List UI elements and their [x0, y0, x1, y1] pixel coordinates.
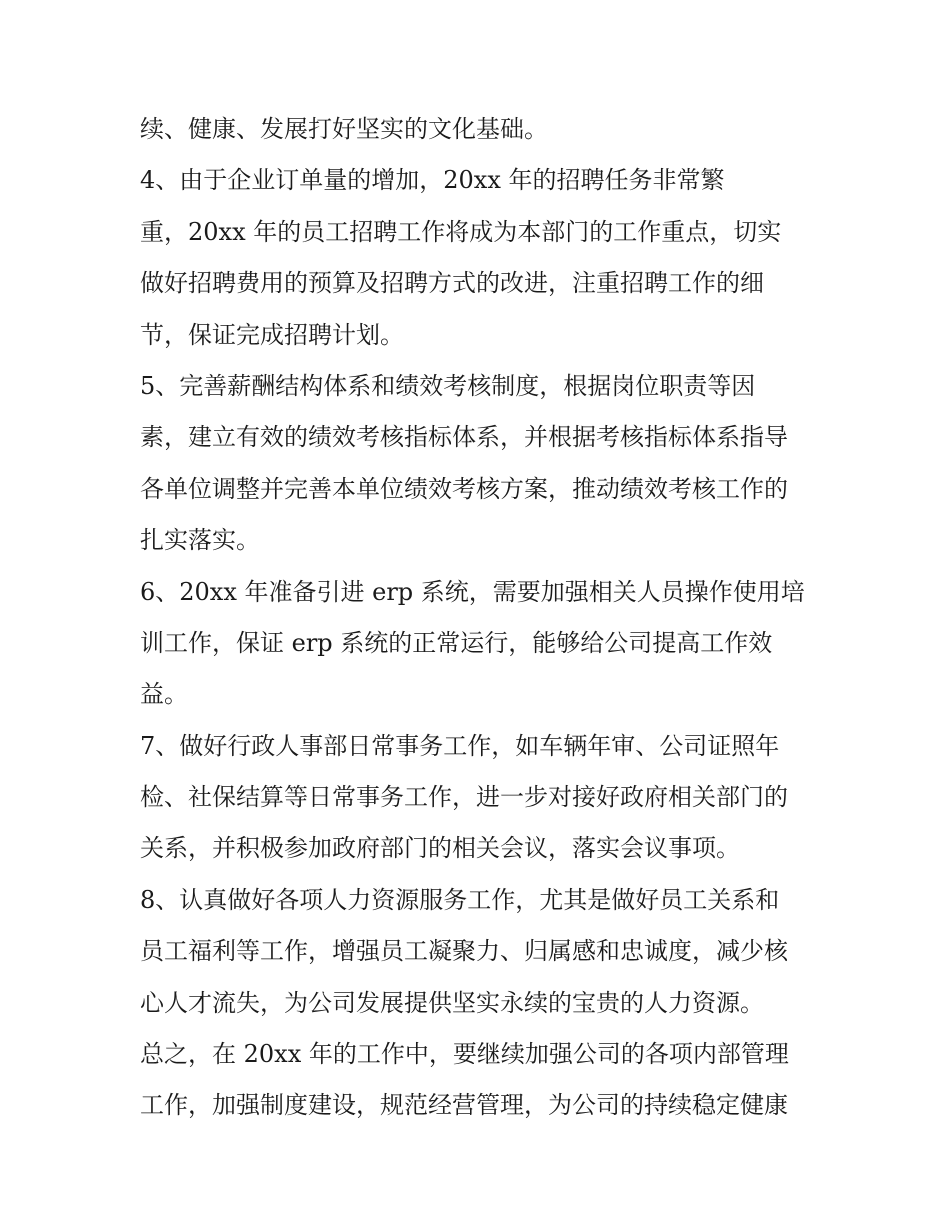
text-line: 8、认真做好各项人力资源服务工作，尤其是做好员工关系和	[140, 885, 780, 914]
text-line: 6、20xx 年准备引进 erp 系统，需要加强相关人员操作使用培	[140, 577, 805, 606]
text-line: 节，保证完成招聘计划。	[140, 320, 404, 349]
text-line: 扎实落实。	[140, 526, 260, 555]
text-line: 各单位调整并完善本单位绩效考核方案，推动绩效考核工作的	[140, 474, 788, 503]
text-line: 检、社保结算等日常事务工作，进一步对接好政府相关部门的	[140, 783, 788, 812]
text-line: 关系，并积极参加政府部门的相关会议，落实会议事项。	[140, 834, 740, 863]
text-line: 工作，加强制度建设，规范经营管理，为公司的持续稳定健康	[140, 1091, 788, 1120]
text-line: 5、完善薪酬结构体系和绩效考核制度，根据岗位职责等因	[140, 371, 756, 400]
text-line: 做好招聘费用的预算及招聘方式的改进，注重招聘工作的细	[140, 269, 764, 298]
text-line: 7、做好行政人事部日常事务工作，如车辆年审、公司证照年	[140, 731, 780, 760]
text-line: 训工作，保证 erp 系统的正常运行，能够给公司提高工作效	[140, 628, 773, 657]
text-line: 总之，在 20xx 年的工作中，要继续加强公司的各项内部管理	[140, 1040, 789, 1069]
document-body	[140, 104, 830, 1132]
text-line: 心人才流失，为公司发展提供坚实永续的宝贵的人力资源。	[140, 988, 764, 1017]
text-line: 4、由于企业订单量的增加，20xx 年的招聘任务非常繁	[140, 166, 725, 195]
text-line: 重，20xx 年的员工招聘工作将成为本部门的工作重点，切实	[140, 217, 782, 246]
text-line: 素，建立有效的绩效考核指标体系，并根据考核指标体系指导	[140, 423, 788, 452]
text-line: 续、健康、发展打好坚实的文化基础。	[140, 115, 548, 143]
text-line: 员工福利等工作，增强员工凝聚力、归属感和忠诚度，减少核	[140, 937, 788, 966]
text-line: 益。	[140, 680, 188, 709]
